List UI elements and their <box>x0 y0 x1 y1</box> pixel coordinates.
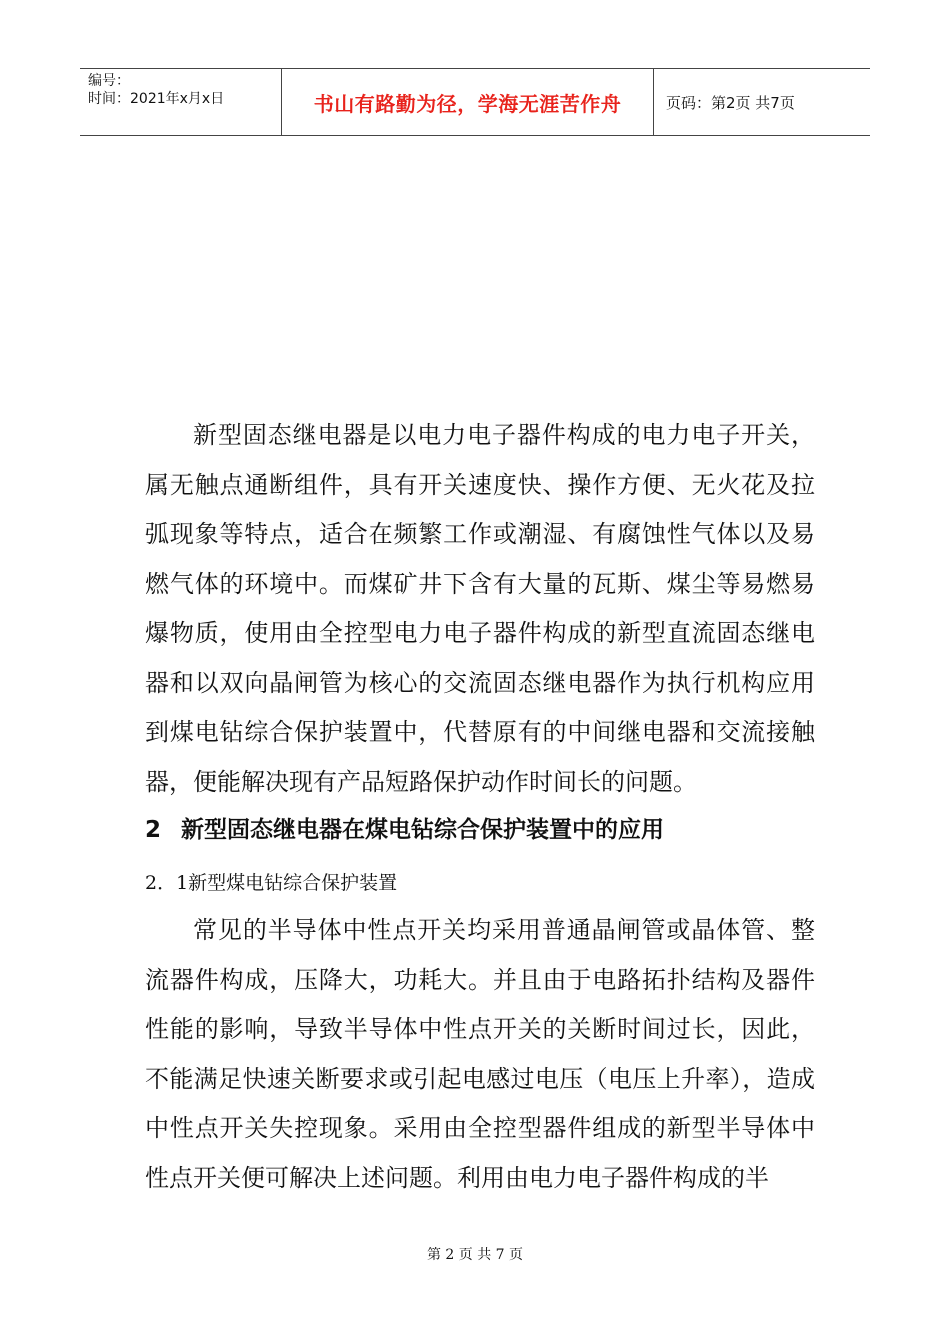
document-number-label: 编号： <box>88 73 130 89</box>
header-meta-cell <box>80 69 282 135</box>
section-number: 2 <box>145 817 162 843</box>
subsection-heading: 2．1新型煤电钻综合保护装置 <box>145 872 398 894</box>
page-footer: 第 2 页 共 7 页 <box>426 1247 524 1263</box>
body-paragraph-2: 常见的半导体中性点开关均采用普通晶闸管或晶体管、整流器件构成，压降大，功耗大。并且由于电路拓扑结构及器件性能的影响，导致半导体中性点开关的关断时间过长，因此，不能满足快速关断要求或引起电感过电压（电压上升率），造成中性点开关失控现象。采用由全控型器件组成的新型半导体中性点开关便可解决上述问题。利用由电力电子器件构成的半 <box>145 916 815 1192</box>
header-page-cell <box>654 69 870 135</box>
header-motto: 书山有路勤为径，学海无涯苦作舟 <box>313 91 622 116</box>
section-title: 新型固态继电器在煤电钻综合保护装置中的应用 <box>181 817 664 843</box>
body-paragraph-1: 新型固态继电器是以电力电子器件构成的电力电子开关，属无触点通断组件，具有开关速度快、操作方便、无火花及拉弧现象等特点，适合在频繁工作或潮湿、有腐蚀性气体以及易燃气体的环境中。而煤矿井下含有大量的瓦斯、煤尘等易燃易爆物质，使用由全控型电力电子器件构成的新型直流固态继电器和以双向晶闸管为核心的交流固态继电器作为执行机构应用到煤电钻综合保护装置中，代替原有的中间继电器和交流接触器，便能解决现有产品短路保护动作时间长的问题。 <box>145 421 815 796</box>
header-motto-cell <box>282 69 654 135</box>
document-time: 时间：2021年x月x日 <box>88 91 225 107</box>
header-page-info: 页码：第2页 共7页 <box>666 93 795 112</box>
section-heading <box>145 812 664 848</box>
document-header <box>80 68 870 136</box>
